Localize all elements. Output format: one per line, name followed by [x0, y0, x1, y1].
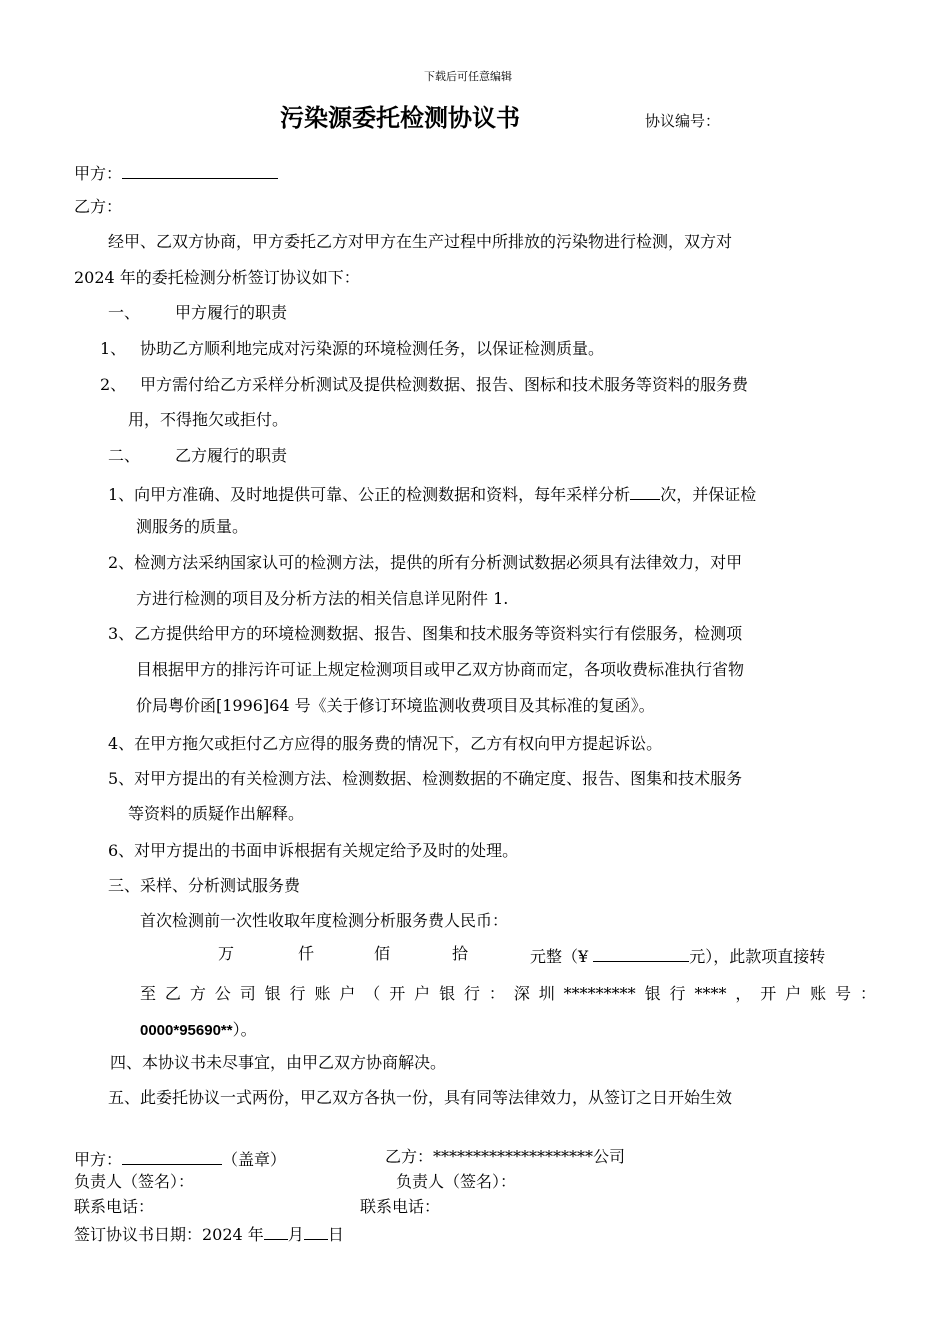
s2-item1-line — [108, 481, 756, 506]
section-2-num: 二、 — [108, 446, 141, 465]
s2-item3-cont2: 价局粤价函[1996]64 号《关于修订环境监测收费项目及其标准的复函》。 — [136, 696, 655, 715]
sign-date-label: 签订协议书日期：2024 年 — [74, 1225, 264, 1244]
account-number: 0000*95690** — [140, 1022, 233, 1039]
samples-per-year-blank — [630, 481, 660, 500]
fee-yuan-b: 元），此款项直接转 — [689, 947, 826, 966]
agreement-number-label: 协议编号： — [645, 112, 721, 130]
s1-item2-cont: 用，不得拖欠或拒付。 — [128, 410, 289, 429]
account-tail: ）。 — [232, 1020, 257, 1039]
intro-line-2: 2024 年的委托检测分析签订协议如下： — [74, 268, 360, 287]
section-2-title: 乙方履行的职责 — [175, 446, 288, 465]
s2-item1-cont: 测服务的质量。 — [136, 517, 249, 536]
intro-line-1: 经甲、乙双方协商，甲方委托乙方对甲方在生产过程中所排放的污染物进行检测，双方对 — [108, 232, 733, 251]
s2-item1-text-b: 次，并保证检 — [660, 485, 757, 504]
sign-party-b-rep: 负责人（签名）： — [396, 1172, 517, 1191]
section-4: 四、本协议书未尽事宜，由甲乙双方协商解决。 — [110, 1053, 447, 1072]
sign-party-a-line — [74, 1146, 286, 1171]
sign-party-a-blank — [122, 1146, 222, 1165]
sign-party-a-seal: （盖章） — [222, 1150, 287, 1169]
party-a-blank — [122, 160, 278, 179]
sign-party-a-label: 甲方： — [74, 1150, 123, 1169]
sign-date-line — [74, 1221, 344, 1246]
fee-unit-shi: 拾 — [452, 944, 469, 963]
sign-month-blank — [264, 1221, 288, 1240]
sign-party-a-rep: 负责人（签名）： — [74, 1172, 195, 1191]
s1-item1-num: 1、 — [100, 339, 127, 358]
sign-month-label: 月 — [287, 1225, 304, 1244]
sign-party-b-phone: 联系电话： — [360, 1197, 441, 1216]
s2-item2-text: 2、检测方法采纳国家认可的检测方法，提供的所有分析测试数据必须具有法律效力，对甲 — [108, 553, 743, 572]
fee-yuan-a: 元整（¥ — [530, 947, 589, 966]
party-a-line — [74, 160, 278, 185]
fee-line-1: 首次检测前一次性收取年度检测分析服务费人民币： — [140, 911, 509, 930]
s2-item1-text-a: 1、向甲方准确、及时地提供可靠、公正的检测数据和资料，每年采样分析 — [108, 485, 631, 504]
s1-item2-num: 2、 — [100, 375, 127, 394]
fee-unit-qian: 仟 — [298, 944, 315, 963]
s2-item3-cont1: 目根据甲方的排污许可证上规定检测项目或甲乙双方协商而定，各项收费标准执行省物 — [136, 660, 745, 679]
s2-item5-text: 5、对甲方提出的有关检测方法、检测数据、检测数据的不确定度、报告、图集和技术服务 — [108, 769, 743, 788]
account-line — [140, 1019, 257, 1042]
sign-party-b-line — [385, 1146, 625, 1168]
fee-amount-blank — [593, 943, 689, 962]
s2-item4-text: 4、在甲方拖欠或拒付乙方应得的服务费的情况下，乙方有权向甲方提起诉讼。 — [108, 734, 663, 753]
section-1-title: 甲方履行的职责 — [175, 303, 288, 322]
sign-day-label: 日 — [327, 1225, 344, 1244]
header-note: 下载后可任意编辑 — [424, 70, 512, 83]
party-b-label: 乙方： — [74, 197, 123, 216]
document-title: 污染源委托检测协议书 — [280, 103, 520, 132]
bank-account-line: 至乙方公司银行账户（开户银行：深圳*********银行****，开户账号： — [140, 984, 876, 1003]
s2-item2-cont: 方进行检测的项目及分析方法的相关信息详见附件 1. — [136, 589, 509, 608]
party-a-label: 甲方： — [74, 164, 123, 183]
fee-yuan-line — [530, 943, 825, 968]
s2-item5-cont: 等资料的质疑作出解释。 — [128, 804, 305, 823]
sign-party-b-company: ********************公司 — [433, 1147, 626, 1166]
s2-item6-text: 6、对甲方提出的书面申诉根据有关规定给予及时的处理。 — [108, 841, 519, 860]
section-5: 五、此委托协议一式两份，甲乙双方各执一份，具有同等法律效力，从签订之日开始生效 — [108, 1088, 733, 1107]
sign-party-b-label: 乙方： — [385, 1147, 434, 1166]
s2-item3-text: 3、乙方提供给甲方的环境检测数据、报告、图集和技术服务等资料实行有偿服务，检测项 — [108, 624, 743, 643]
s1-item2-text: 甲方需付给乙方采样分析测试及提供检测数据、报告、图标和技术服务等资料的服务费 — [140, 375, 749, 394]
s1-item1-text: 协助乙方顺利地完成对污染源的环境检测任务，以保证检测质量。 — [140, 339, 605, 358]
fee-unit-wan: 万 — [218, 944, 235, 963]
section-1-num: 一、 — [108, 303, 141, 322]
sign-party-a-phone: 联系电话： — [74, 1197, 155, 1216]
section-3-title: 三、采样、分析测试服务费 — [108, 876, 301, 895]
sign-day-blank — [304, 1221, 328, 1240]
fee-unit-bai: 佰 — [374, 944, 391, 963]
